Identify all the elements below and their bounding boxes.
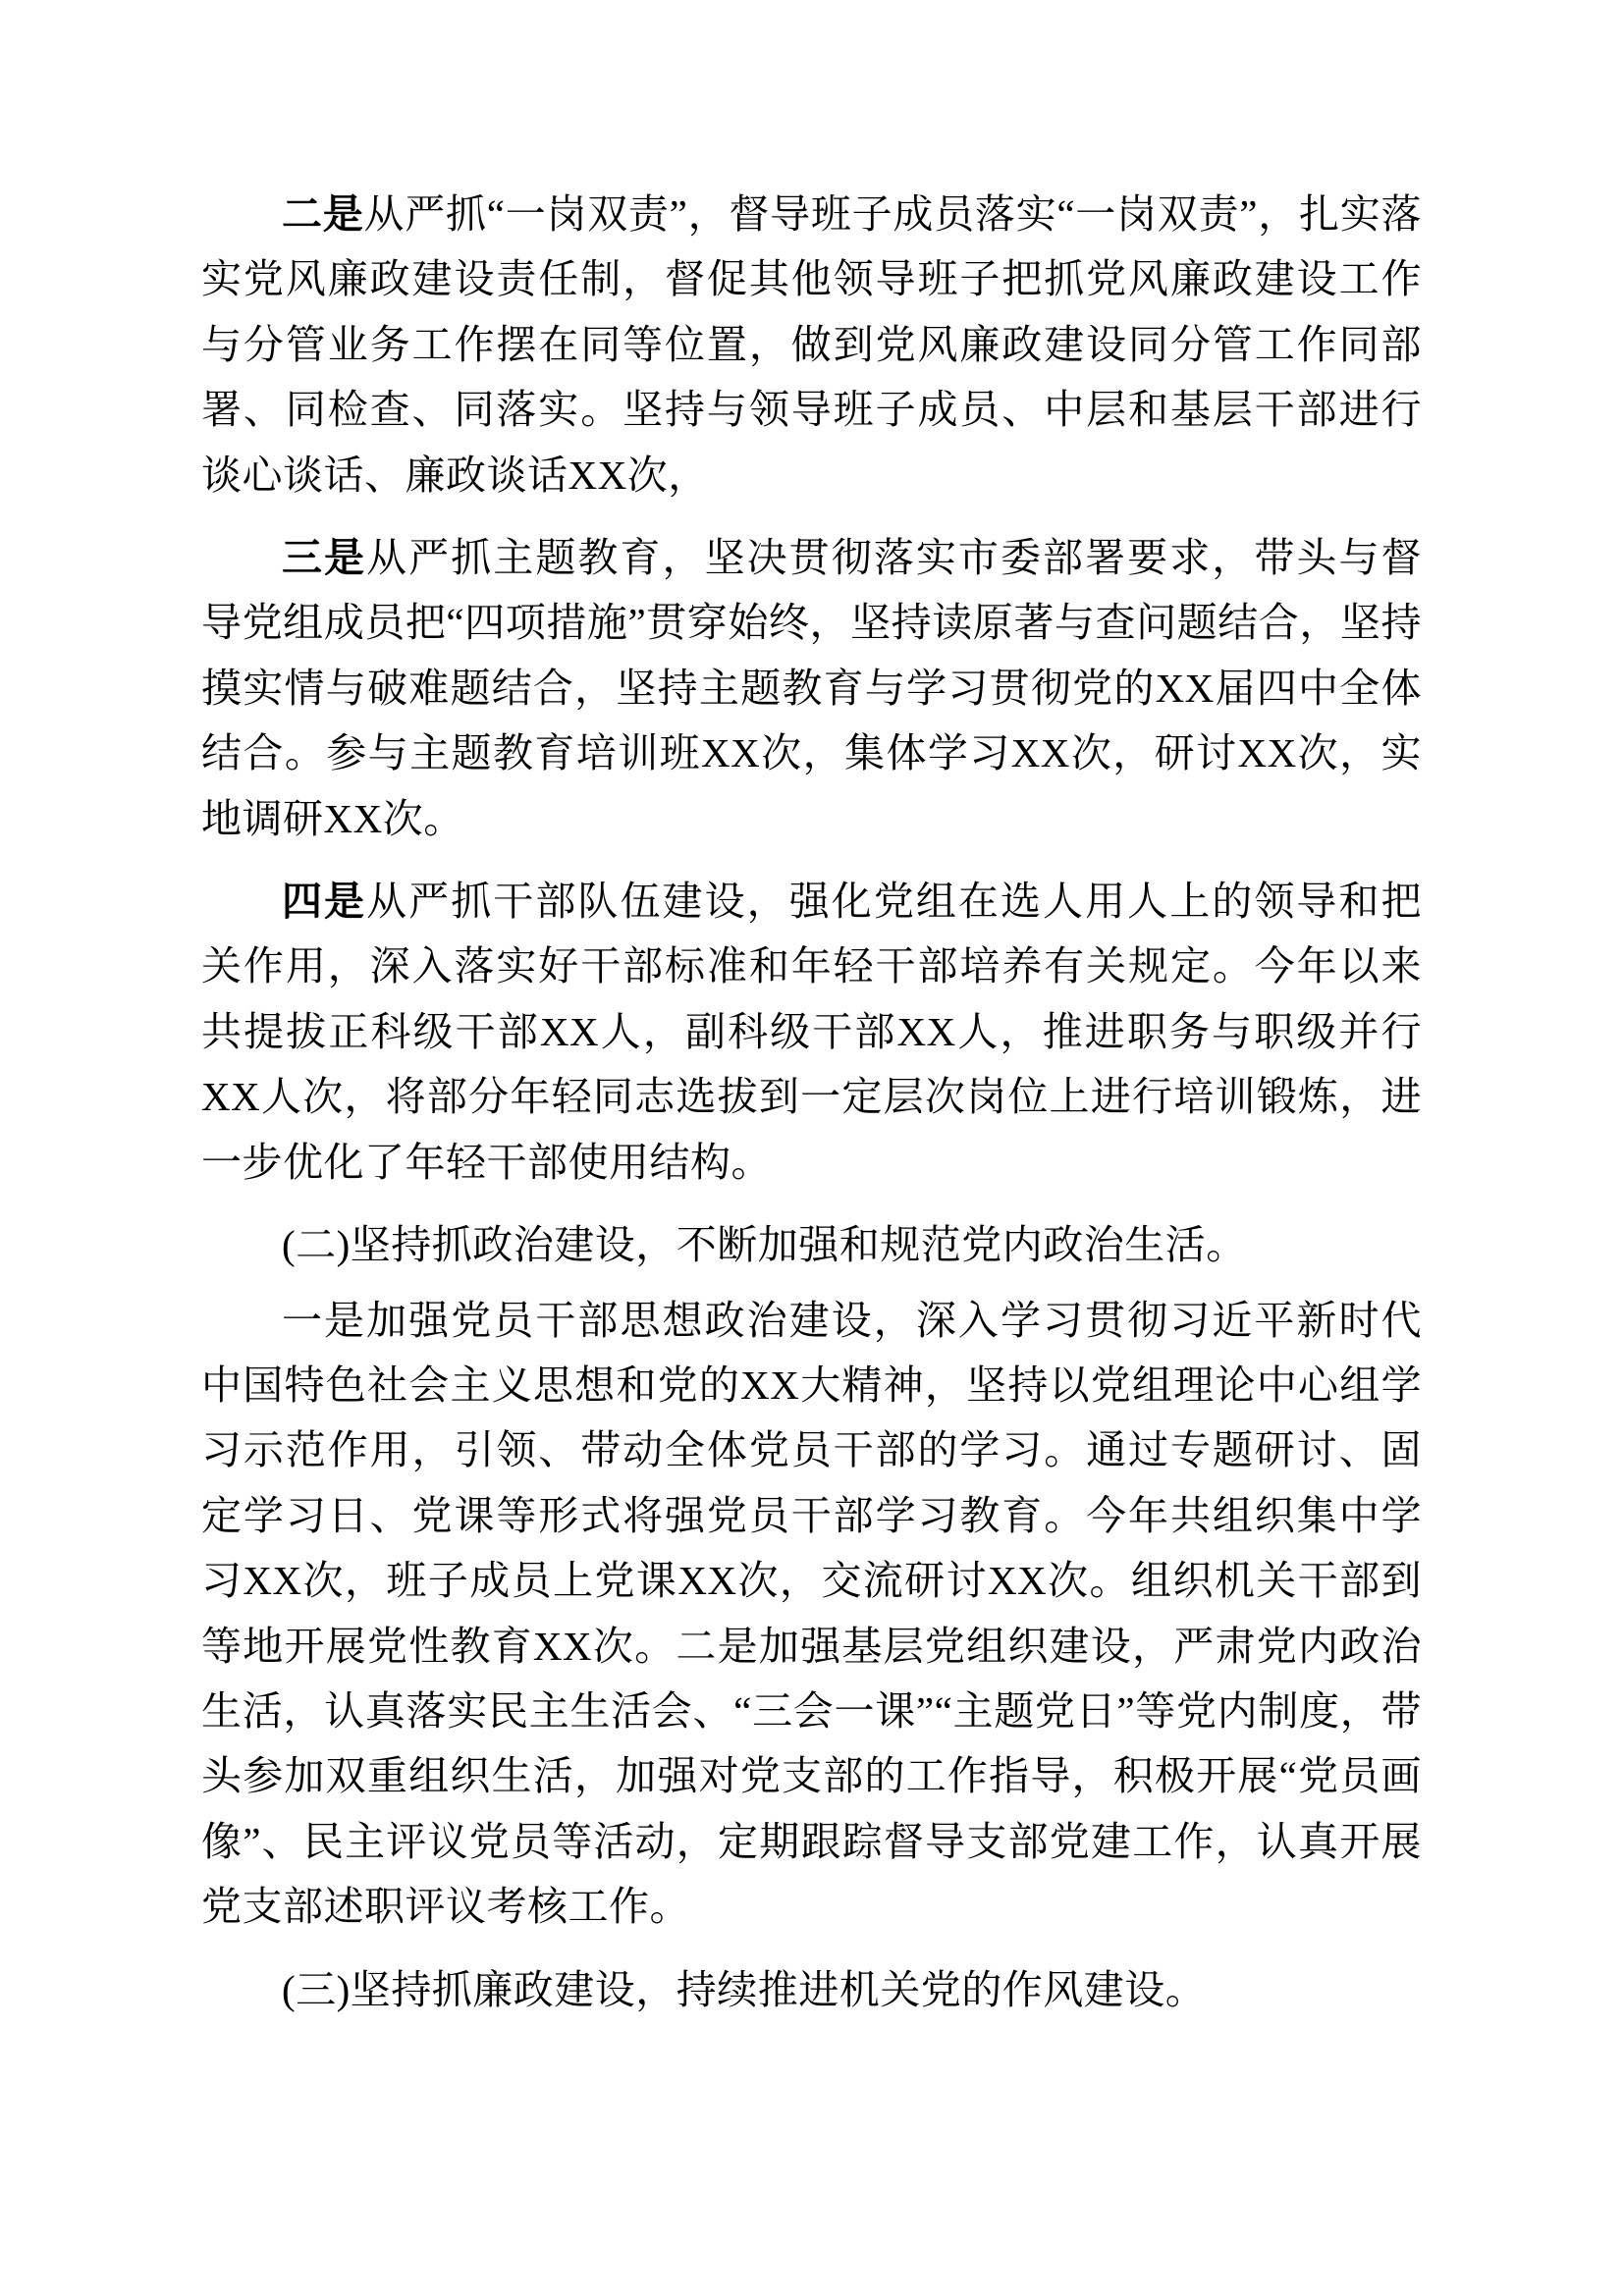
paragraph-6-text: (三)坚持抓廉政建设，持续推进机关党的作风建设。 — [282, 1966, 1207, 2012]
paragraph-2 — [201, 525, 1422, 851]
paragraph-1 — [201, 182, 1422, 507]
paragraph-2-lead: 三是 — [282, 535, 367, 581]
document-body — [201, 182, 1422, 2022]
paragraph-5 — [201, 1288, 1422, 1940]
paragraph-1-text: 从严抓“一岗双责”，督导班子成员落实“一岗双责”，扎实落实党风廉政建设责任制，督促其他领导班子把抓党风廉政建设工作与分管业务工作摆在同等位置，做到党风廉政建设同分管工作同部署、同检查、同落实。坚持与领导班子成员、中层和基层干部进行谈心谈话、廉政谈话XX次， — [201, 191, 1422, 498]
paragraph-6-section-heading — [201, 1957, 1422, 2022]
paragraph-4-section-heading — [201, 1212, 1422, 1277]
paragraph-3-lead: 四是 — [282, 879, 367, 925]
paragraph-1-lead: 二是 — [282, 191, 364, 237]
paragraph-3-text: 从严抓干部队伍建设，强化党组在选人用人上的领导和把关作用，深入落实好干部标准和年轻干部培养有关规定。今年以来共提拔正科级干部XX人，副科级干部XX人，推进职务与职级并行XX人次，将部分年轻同志选拔到一定层次岗位上进行培训锻炼，进一步优化了年轻干部使用结构。 — [201, 879, 1423, 1185]
paragraph-2-text: 从严抓主题教育，坚决贯彻落实市委部署要求，带头与督导党组成员把“四项措施”贯穿始终，坚持读原著与查问题结合，坚持摸实情与破难题结合，坚持主题教育与学习贯彻党的XX届四中全体结合。参与主题教育培训班XX次，集体学习XX次，研讨XX次，实地调研XX次。 — [201, 535, 1423, 841]
paragraph-4-text: (二)坚持抓政治建设，不断加强和规范党内政治生活。 — [282, 1222, 1247, 1268]
paragraph-5-text: 一是加强党员干部思想政治建设，深入学习贯彻习近平新时代中国特色社会主义思想和党的XX大精神，坚持以党组理论中心组学习示范作用，引领、带动全体党员干部的学习。通过专题研讨、固定学习日、党课等形式将强党员干部学习教育。今年共组织集中学习XX次，班子成员上党课XX次，交流研讨XX次。组织机关干部到等地开展党性教育XX次。二是加强基层党组织建设，严肃党内政治生活，认真落实民主生活会、“三会一课”“主题党日”等党内制度，带头参加双重组织生活，加强对党支部的工作指导，积极开展“党员画像”、民主评议党员等活动，定期跟踪督导支部党建工作，认真开展党支部述职评议考核工作。 — [201, 1297, 1422, 1930]
paragraph-3 — [201, 869, 1422, 1195]
